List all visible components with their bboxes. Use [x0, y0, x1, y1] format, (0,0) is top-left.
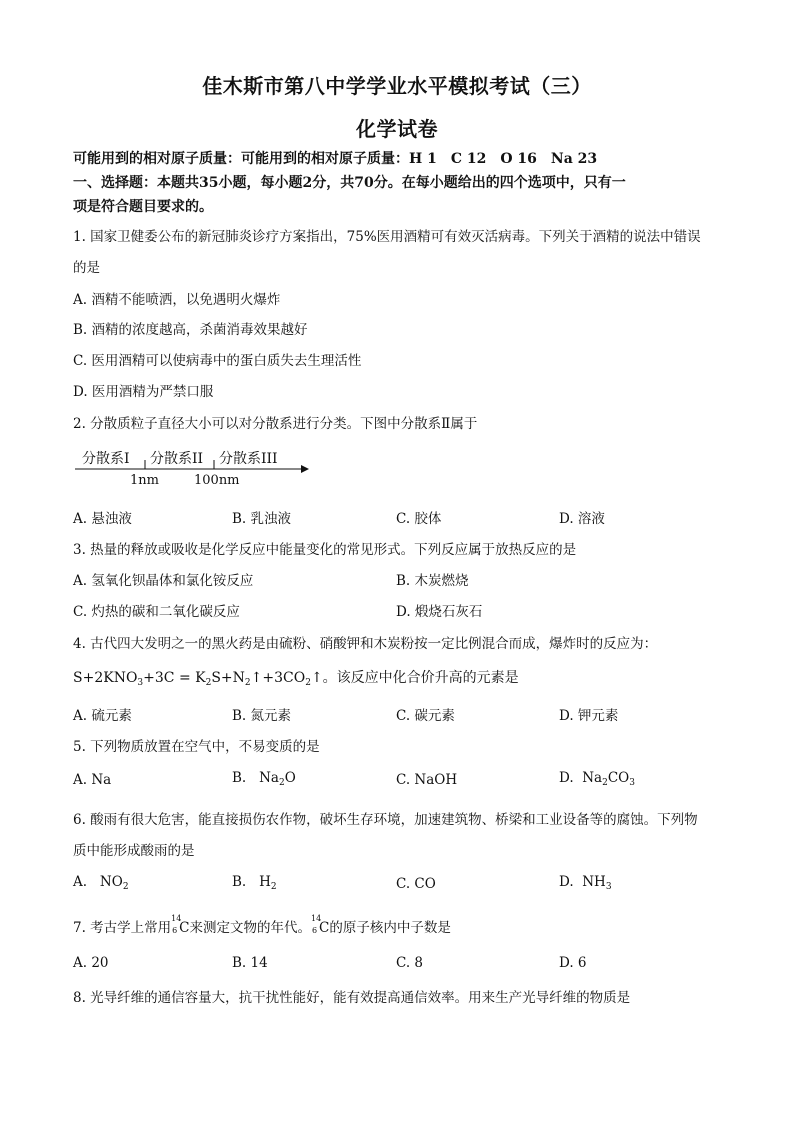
q6-option-a: [73, 874, 129, 892]
diagram-tick-1nm: 1nm: [130, 473, 159, 488]
q2-stem: 2. 分散质粒子直径大小可以对分散系进行分类。下图中分散系Ⅱ属于: [73, 416, 478, 432]
q4-option-d: D. 钾元素: [559, 708, 619, 724]
mass-number: 14: [311, 914, 322, 923]
q5-option-b-formula: Na: [259, 770, 279, 786]
q1-option-a: A. 酒精不能喷洒，以免遇明火爆炸: [73, 292, 281, 308]
q5-option-d-letter: D.: [559, 770, 574, 786]
q7-stem-part2: C来测定文物的年代。: [179, 920, 312, 936]
diagram-tick-100nm: 100nm: [194, 473, 240, 488]
q5-option-b-formula-rest: O: [284, 770, 296, 786]
q6-option-d-formula: NH: [582, 874, 606, 890]
eq-sub: 2: [244, 678, 251, 688]
q1-option-b: B. 酒精的浓度越高，杀菌消毒效果越好: [73, 322, 308, 338]
q4-stem-line1: 4. 古代四大发明之一的黑火药是由硫粉、硝酸钾和木炭粉按一定比例混合而成，爆炸时的反应为：: [73, 636, 658, 652]
eq-question: ↑。该反应中化合价升高的元素是: [310, 670, 519, 686]
q5-option-a: A. Na: [73, 772, 112, 788]
q3-option-a: A. 氢氧化钡晶体和氯化铵反应: [73, 573, 254, 589]
q6-option-a-letter: A.: [73, 874, 88, 890]
q3-option-d: D. 煅烧石灰石: [396, 604, 483, 620]
q2-option-d: D. 溶液: [559, 511, 605, 527]
exam-subtitle: 化学试卷: [356, 117, 438, 141]
q6-option-d-letter: D.: [559, 874, 574, 890]
eq-sub: 3: [137, 678, 144, 688]
dispersion-diagram: [73, 444, 313, 492]
q7-option-c: C. 8: [396, 955, 424, 971]
exam-title: 佳木斯市第八中学学业水平模拟考试（三）: [202, 74, 592, 98]
q5-option-d-formula-rest: CO: [607, 770, 630, 786]
q1-option-c: C. 医用酒精可以使病毒中的蛋白质失去生理活性: [73, 353, 362, 369]
section-instructions-line2: 项是符合题目要求的。: [73, 199, 213, 215]
q7-option-d: D. 6: [559, 955, 587, 971]
formula-sub: 2: [602, 778, 608, 788]
atomic-number: 6: [172, 926, 178, 935]
q5-option-d: [559, 770, 635, 788]
q7-stem-part3: C的原子核内中子数是: [319, 920, 451, 936]
q5-option-b-letter: B.: [232, 770, 247, 786]
q2-option-a: A. 悬浊液: [73, 511, 132, 527]
diagram-label-system-2: 分散系II: [150, 451, 204, 467]
q8-stem: 8. 光导纤维的通信容量大，抗干扰性能好，能有效提高通信效率。用来生产光导纤维的物质是: [73, 990, 631, 1006]
q7-stem: [73, 916, 451, 936]
eq-sub: 2: [205, 678, 212, 688]
eq-products-2: S+N: [211, 670, 245, 686]
q7-stem-part1: 7. 考古学上常用: [73, 920, 172, 936]
q6-stem-line1: 6. 酸雨有很大危害，能直接损伤农作物，破坏生存环境，加速建筑物、桥梁和工业设备等的腐蚀。下列物: [73, 812, 698, 828]
q2-option-c: C. 胶体: [396, 511, 442, 527]
formula-sub: 2: [122, 882, 129, 892]
q6-option-a-formula: NO: [99, 874, 123, 890]
q1-stem-line1: 1. 国家卫健委公布的新冠肺炎诊疗方案指出，75%医用酒精可有效灭活病毒。下列关于酒精的说法中错误: [73, 229, 701, 245]
q7-option-a: A. 20: [73, 955, 109, 971]
formula-sub: 2: [270, 882, 277, 892]
diagram-label-system-3: 分散系III: [219, 451, 278, 467]
q2-option-b: B. 乳浊液: [232, 511, 292, 527]
atomic-mass-line: 可能用到的相对原子质量：可能用到的相对原子质量：H 1 C 12 O 16 Na 23: [73, 151, 598, 167]
q6-stem-line2: 质中能形成酸雨的是: [73, 843, 195, 859]
q7-option-b: B. 14: [232, 955, 268, 971]
q1-stem-line2: 的是: [73, 260, 100, 276]
carbon-14-isotope-notation: [171, 914, 182, 935]
q4-option-b: B. 氮元素: [232, 708, 292, 724]
q6-option-b-formula: H: [259, 874, 271, 890]
eq-products-1: +3C = K: [143, 670, 206, 686]
section-instructions-line1: 一、选择题：本题共35小题，每小题2分，共70分。在每小题给出的四个选项中，只有一: [73, 175, 626, 191]
q6-option-b: [232, 874, 277, 892]
q3-stem: 3. 热量的释放或吸收是化学反应中能量变化的常见形式。下列反应属于放热反应的是: [73, 542, 577, 558]
q5-option-d-formula: Na: [582, 770, 603, 786]
q4-equation: [73, 667, 519, 688]
formula-sub: 2: [278, 778, 285, 788]
q3-option-b: B. 木炭燃烧: [396, 573, 469, 589]
q6-option-c: C. CO: [396, 876, 436, 892]
q5-option-c: C. NaOH: [396, 772, 458, 788]
eq-sub: 2: [305, 678, 311, 688]
q4-option-a: A. 硫元素: [73, 708, 132, 724]
q3-option-c: C. 灼热的碳和二氧化碳反应: [73, 604, 240, 620]
q4-option-c: C. 碳元素: [396, 708, 455, 724]
q5-option-b: [232, 770, 296, 788]
carbon-14-isotope-notation: [311, 914, 322, 935]
q6-option-b-letter: B.: [232, 874, 247, 890]
mass-number: 14: [171, 914, 182, 923]
q1-option-d: D. 医用酒精为严禁口服: [73, 384, 214, 400]
q5-stem: 5. 下列物质放置在空气中，不易变质的是: [73, 739, 320, 755]
q6-option-d: [559, 874, 612, 892]
diagram-label-system-1: 分散系I: [82, 451, 130, 467]
formula-sub: 3: [605, 882, 612, 892]
eq-products-3: ↑+3CO: [250, 670, 306, 686]
formula-sub: 3: [629, 778, 635, 788]
atomic-number: 6: [312, 926, 318, 935]
eq-reactants: S+2KNO: [73, 670, 138, 686]
